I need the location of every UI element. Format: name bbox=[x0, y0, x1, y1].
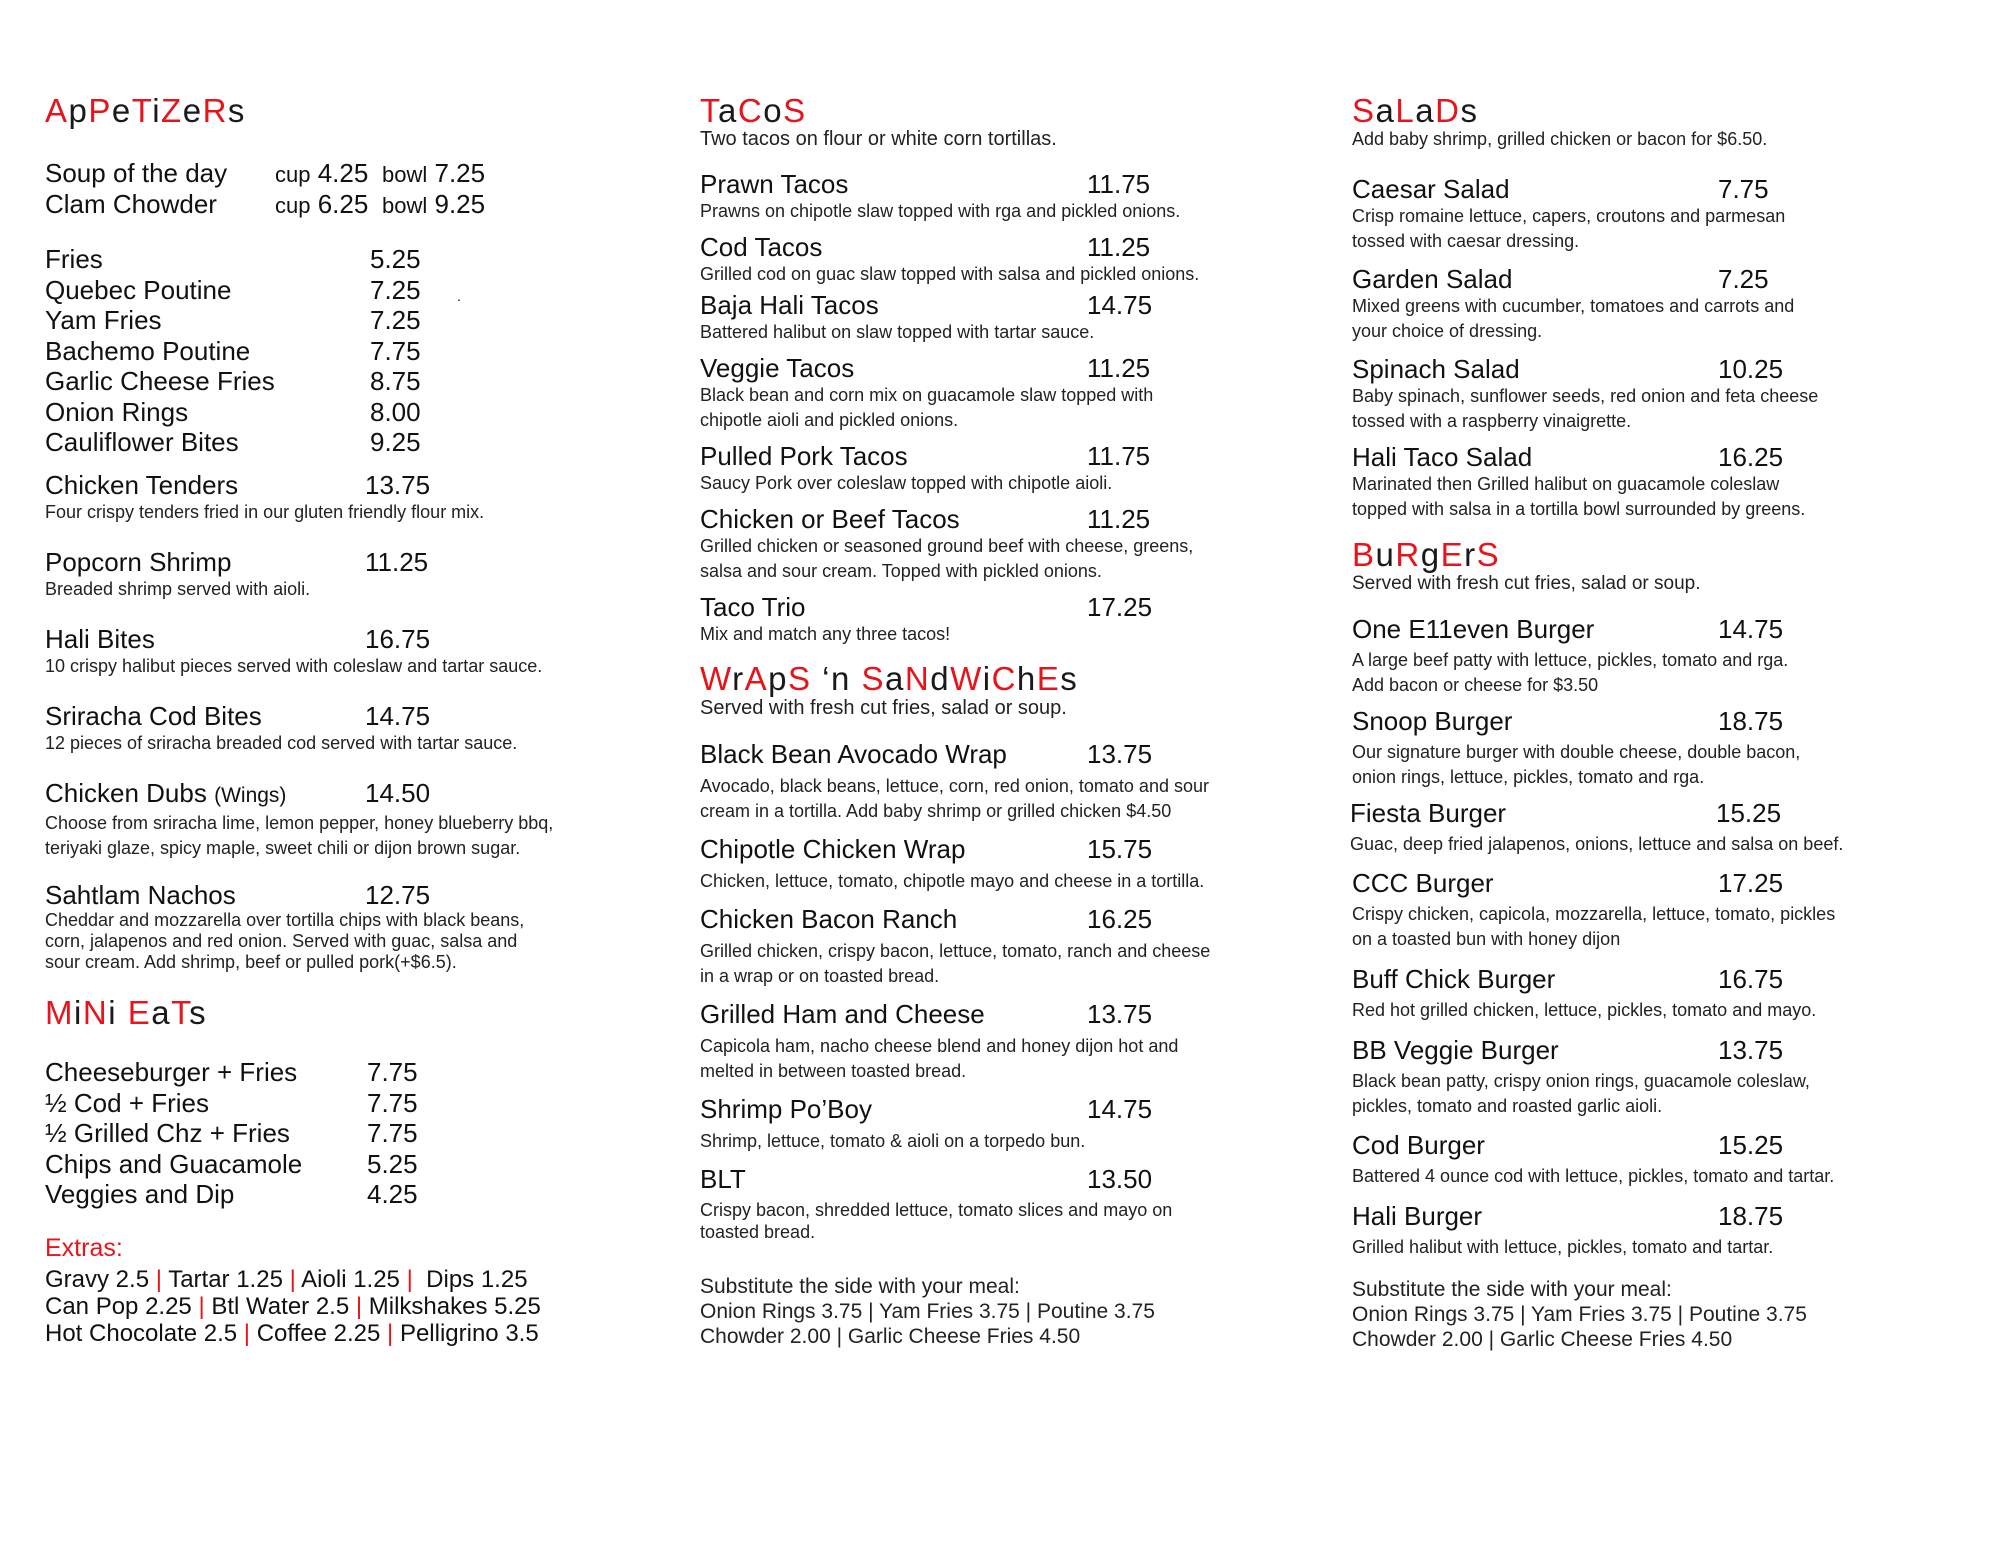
extra-item: Btl Water 2.5 bbox=[211, 1293, 350, 1320]
item-name: Fries bbox=[45, 244, 103, 274]
item-name: Snoop Burger bbox=[1352, 706, 1513, 736]
item-description: corn, jalapenos and red onion. Served with guac, salsa and bbox=[45, 931, 518, 951]
menu-item bbox=[700, 739, 1340, 824]
menu-item bbox=[45, 547, 665, 602]
menu-item bbox=[45, 701, 665, 756]
item-description: Our signature burger with double cheese, double bacon, bbox=[1352, 742, 1801, 762]
item-price: 11.25 bbox=[365, 547, 429, 577]
item-description: Crisp romaine lettuce, capers, croutons and parmesan bbox=[1352, 206, 1786, 226]
item-name: Hali Taco Salad bbox=[1352, 442, 1533, 472]
substitute-line: Chowder 2.00 | Garlic Cheese Fries 4.50 bbox=[1352, 1328, 1733, 1351]
item-name: Hali Burger bbox=[1352, 1201, 1483, 1231]
menu-item bbox=[45, 1088, 645, 1119]
item-description: Grilled cod on guac slaw topped with salsa and pickled onions. bbox=[700, 264, 1200, 284]
item-price: 7.75 bbox=[367, 1118, 418, 1148]
menu-item bbox=[700, 999, 1340, 1084]
item-price: 7.75 bbox=[367, 1087, 418, 1118]
menu-item bbox=[45, 1057, 645, 1088]
menu-item bbox=[45, 470, 665, 525]
item-name: Garlic Cheese Fries bbox=[45, 366, 275, 396]
wraps-subtitle: Served with fresh cut fries, salad or soup. bbox=[700, 697, 1067, 719]
menu-item bbox=[1352, 614, 1992, 698]
item-description: Grilled halibut with lettuce, pickles, tomato and tartar. bbox=[1352, 1237, 1774, 1257]
extra-item: Dips 1.25 bbox=[426, 1266, 528, 1293]
item-description: Guac, deep fried jalapenos, onions, lettuce and salsa on beef. bbox=[1350, 834, 1844, 854]
item-description: sour cream. Add shrimp, beef or pulled pork(+$6.5). bbox=[45, 952, 457, 972]
item-price: 13.75 bbox=[1087, 999, 1153, 1029]
item-description: A large beef patty with lettuce, pickles, tomato and rga. bbox=[1352, 650, 1789, 670]
item-name: Cod Burger bbox=[1352, 1130, 1485, 1160]
menu-item bbox=[1352, 1035, 1992, 1119]
item-price: 16.75 bbox=[1718, 964, 1784, 994]
wraps-heading: WrApS ‘n SaNdWiChEs bbox=[700, 660, 1079, 697]
item-name: Chicken or Beef Tacos bbox=[700, 504, 960, 534]
item-name: Grilled Ham and Cheese bbox=[700, 999, 985, 1029]
item-name: Buff Chick Burger bbox=[1352, 964, 1556, 994]
menu-item bbox=[1352, 868, 1992, 952]
extra-item: Tartar 1.25 bbox=[168, 1266, 283, 1293]
item-price: 13.75 bbox=[365, 470, 431, 500]
menu-item bbox=[1352, 174, 1992, 254]
item-price: 15.25 bbox=[1718, 1130, 1784, 1160]
item-description: topped with salsa in a tortilla bowl surrounded by greens. bbox=[1352, 499, 1806, 519]
extra-item: Can Pop 2.25 bbox=[45, 1293, 192, 1320]
item-description: 10 crispy halibut pieces served with coleslaw and tartar sauce. bbox=[45, 656, 543, 676]
item-price: 5.25 bbox=[367, 1148, 418, 1179]
item-description: Grilled chicken or seasoned ground beef with cheese, greens, bbox=[700, 536, 1194, 556]
item-price: 18.75 bbox=[1718, 1201, 1784, 1231]
extras-line: Can Pop 2.25 | Btl Water 2.5 | Milkshakes 5.25 bbox=[45, 1293, 541, 1320]
item-name: Popcorn Shrimp bbox=[45, 547, 232, 577]
item-description: Red hot grilled chicken, lettuce, pickles, tomato and mayo. bbox=[1352, 1000, 1817, 1020]
item-price: 11.25 bbox=[1087, 504, 1151, 534]
item-price: 8.75 bbox=[370, 366, 421, 396]
item-description: on a toasted bun with honey dijon bbox=[1352, 929, 1621, 949]
menu-item bbox=[45, 1118, 645, 1149]
item-name: Spinach Salad bbox=[1352, 354, 1520, 384]
item-description: Baby spinach, sunflower seeds, red onion and feta cheese bbox=[1352, 386, 1819, 406]
menu-item bbox=[700, 504, 1340, 584]
menu-item bbox=[700, 592, 1340, 647]
menu-item bbox=[45, 778, 665, 861]
menu-item bbox=[700, 441, 1340, 496]
item-price: 10.25 bbox=[1718, 354, 1784, 384]
item-name: Veggie Tacos bbox=[700, 353, 855, 383]
item-price: 14.75 bbox=[365, 701, 431, 731]
item-name: ½ Cod + Fries bbox=[45, 1087, 210, 1118]
item-name: Chipotle Chicken Wrap bbox=[700, 834, 966, 864]
soup-row-1 bbox=[45, 189, 645, 220]
item-description: Chicken, lettuce, tomato, chipotle mayo and cheese in a tortilla. bbox=[700, 871, 1205, 891]
item-price: 14.75 bbox=[1087, 1094, 1153, 1124]
menu-item bbox=[1352, 964, 1992, 1023]
menu-item bbox=[700, 353, 1340, 433]
item-name: Hali Bites bbox=[45, 624, 155, 654]
item-price: 16.25 bbox=[1087, 904, 1153, 934]
menu-item bbox=[700, 1094, 1340, 1154]
item-price: 14.75 bbox=[1087, 290, 1153, 320]
item-name: Black Bean Avocado Wrap bbox=[700, 739, 1007, 769]
item-price: 9.25 bbox=[370, 427, 421, 457]
item-name: Yam Fries bbox=[45, 305, 162, 335]
soup-list bbox=[45, 158, 645, 220]
substitute-sides bbox=[700, 1274, 1155, 1349]
item-note: (Wings) bbox=[214, 784, 287, 807]
item-price: 11.75 bbox=[1087, 441, 1151, 471]
item-description: melted in between toasted bread. bbox=[700, 1061, 967, 1081]
item-name: BLT bbox=[700, 1164, 746, 1194]
item-price: 15.75 bbox=[1087, 834, 1153, 864]
menu-item bbox=[700, 290, 1340, 345]
item-name: Fiesta Burger bbox=[1350, 798, 1507, 828]
extras-line: Hot Chocolate 2.5 | Coffee 2.25 | Pelligrino 3.5 bbox=[45, 1320, 539, 1347]
cup-label: cup bbox=[275, 193, 311, 218]
item-name: Garden Salad bbox=[1352, 264, 1513, 294]
menu-item bbox=[45, 366, 645, 397]
menu-item bbox=[700, 232, 1340, 287]
menu-item bbox=[45, 275, 645, 306]
substitute-line: Onion Rings 3.75 | Yam Fries 3.75 | Poutine 3.75 bbox=[1352, 1303, 1807, 1326]
menu-item bbox=[45, 1149, 645, 1180]
soup-name: Clam Chowder bbox=[45, 189, 217, 219]
item-description: Saucy Pork over coleslaw topped with chipotle aioli. bbox=[700, 473, 1113, 493]
substitute-line: Chowder 2.00 | Garlic Cheese Fries 4.50 bbox=[700, 1325, 1081, 1348]
item-price: 8.00 bbox=[370, 396, 421, 427]
salads-heading: SaLaDs bbox=[1352, 92, 1479, 129]
item-name: CCC Burger bbox=[1352, 868, 1494, 898]
bowl-price: 7.25 bbox=[434, 158, 486, 188]
item-name: Chicken Dubs bbox=[45, 778, 207, 808]
bowl-label: bowl bbox=[382, 162, 428, 187]
item-name: Chips and Guacamole bbox=[45, 1148, 303, 1179]
item-description: teriyaki glaze, spicy maple, sweet chili or dijon brown sugar. bbox=[45, 838, 521, 858]
item-price: 5.25 bbox=[370, 244, 421, 274]
item-price: 7.25 bbox=[370, 274, 421, 305]
item-price: 15.25 bbox=[1716, 798, 1782, 828]
extras-heading: Extras: bbox=[45, 1234, 123, 1262]
item-description: cream in a tortilla. Add baby shrimp or grilled chicken $4.50 bbox=[700, 801, 1172, 821]
item-price: 18.75 bbox=[1718, 706, 1784, 736]
menu-item bbox=[45, 880, 665, 973]
extras-line: Gravy 2.5 | Tartar 1.25 | Aioli 1.25 | Dips 1.25 bbox=[45, 1266, 528, 1293]
item-name: Veggies and Dip bbox=[45, 1179, 235, 1209]
item-name: Caesar Salad bbox=[1352, 174, 1510, 204]
item-description: Crispy chicken, capicola, mozzarella, lettuce, tomato, pickles bbox=[1352, 904, 1836, 924]
soup-row-0 bbox=[45, 158, 645, 189]
substitute-sides bbox=[1352, 1277, 1807, 1352]
item-description: salsa and sour cream. Topped with pickled onions. bbox=[700, 561, 1102, 581]
item-description: Grilled chicken, crispy bacon, lettuce, tomato, ranch and cheese bbox=[700, 941, 1211, 961]
item-name: Cauliflower Bites bbox=[45, 427, 239, 457]
menu-item bbox=[45, 397, 645, 428]
extras-list bbox=[45, 1266, 541, 1347]
item-name: Sahtlam Nachos bbox=[45, 880, 236, 910]
substitute-line: Onion Rings 3.75 | Yam Fries 3.75 | Poutine 3.75 bbox=[700, 1300, 1155, 1323]
item-description: Marinated then Grilled halibut on guacamole coleslaw bbox=[1352, 474, 1780, 494]
stray-mark: . bbox=[457, 287, 461, 304]
menu-item bbox=[700, 169, 1340, 224]
item-price: 11.25 bbox=[1087, 232, 1151, 262]
item-description: Add bacon or cheese for $3.50 bbox=[1352, 675, 1599, 695]
item-price: 16.25 bbox=[1718, 442, 1784, 472]
substitute-title: Substitute the side with your meal: bbox=[700, 1275, 1020, 1298]
item-price: 4.25 bbox=[367, 1179, 418, 1209]
item-description: Breaded shrimp served with aioli. bbox=[45, 579, 311, 599]
item-description: onion rings, lettuce, pickles, tomato and rga. bbox=[1352, 767, 1705, 787]
menu-item bbox=[45, 427, 645, 458]
cup-price: 4.25 bbox=[317, 158, 369, 188]
item-price: 7.25 bbox=[370, 305, 421, 335]
sides-list bbox=[45, 244, 645, 458]
item-description: 12 pieces of sriracha breaded cod served with tartar sauce. bbox=[45, 733, 518, 753]
menu-item bbox=[700, 834, 1340, 894]
soup-name: Soup of the day bbox=[45, 158, 228, 188]
item-price: 16.75 bbox=[365, 624, 431, 654]
item-name: Chicken Bacon Ranch bbox=[700, 904, 958, 934]
item-description: Black bean and corn mix on guacamole slaw topped with bbox=[700, 385, 1154, 405]
item-description: Prawns on chipotle slaw topped with rga and pickled onions. bbox=[700, 201, 1181, 221]
menu-item bbox=[45, 305, 645, 336]
item-description: Battered 4 ounce cod with lettuce, pickles, tomato and tartar. bbox=[1352, 1166, 1835, 1186]
burgers-subtitle: Served with fresh cut fries, salad or soup. bbox=[1352, 573, 1701, 594]
extra-item: Aioli 1.25 bbox=[301, 1266, 400, 1293]
item-price: 7.75 bbox=[1718, 174, 1769, 204]
tacos-heading: TaCoS bbox=[700, 92, 807, 129]
item-name: Pulled Pork Tacos bbox=[700, 441, 908, 471]
item-name: BB Veggie Burger bbox=[1352, 1035, 1559, 1065]
menu-item bbox=[700, 904, 1340, 989]
item-name: Quebec Poutine bbox=[45, 274, 232, 305]
item-description: Black bean patty, crispy onion rings, guacamole coleslaw, bbox=[1352, 1071, 1810, 1091]
item-description: Choose from sriracha lime, lemon pepper, honey blueberry bbq, bbox=[45, 813, 554, 833]
extra-item: Gravy 2.5 bbox=[45, 1266, 150, 1293]
burgers-heading: BuRgErS bbox=[1352, 536, 1501, 573]
item-description: Four crispy tenders fried in our gluten friendly flour mix. bbox=[45, 502, 485, 522]
item-name: Chicken Tenders bbox=[45, 470, 239, 500]
item-price: 13.75 bbox=[1087, 739, 1153, 769]
salads-subtitle: Add baby shrimp, grilled chicken or bacon for $6.50. bbox=[1352, 129, 1768, 149]
item-description: chipotle aioli and pickled onions. bbox=[700, 410, 959, 430]
item-description: Capicola ham, nacho cheese blend and honey dijon hot and bbox=[700, 1036, 1179, 1056]
item-description: Avocado, black beans, lettuce, corn, red onion, tomato and sour bbox=[700, 776, 1209, 796]
item-price: 11.25 bbox=[1087, 353, 1151, 383]
item-name: Cheeseburger + Fries bbox=[45, 1057, 298, 1087]
extra-item: Coffee 2.25 bbox=[256, 1320, 381, 1347]
item-name: Cod Tacos bbox=[700, 232, 823, 262]
item-description: pickles, tomato and roasted garlic aioli. bbox=[1352, 1096, 1663, 1116]
item-description: tossed with caesar dressing. bbox=[1352, 231, 1580, 251]
menu-item bbox=[1352, 354, 1992, 434]
cup-price: 6.25 bbox=[317, 189, 369, 219]
item-price: 11.75 bbox=[1087, 169, 1151, 199]
item-name: Sriracha Cod Bites bbox=[45, 701, 262, 731]
item-description: Shrimp, lettuce, tomato & aioli on a torpedo bun. bbox=[700, 1131, 1086, 1151]
item-price: 13.50 bbox=[1087, 1164, 1153, 1194]
bowl-price: 9.25 bbox=[434, 189, 486, 219]
menu-item bbox=[700, 1164, 1340, 1243]
item-description: Mix and match any three tacos! bbox=[700, 624, 951, 644]
menu-item bbox=[1352, 1130, 1992, 1189]
item-price: 12.75 bbox=[365, 880, 431, 910]
mini-eats-list bbox=[45, 1057, 645, 1210]
item-description: Battered halibut on slaw topped with tartar sauce. bbox=[700, 322, 1095, 342]
item-description: Crispy bacon, shredded lettuce, tomato slices and mayo on bbox=[700, 1200, 1173, 1220]
extra-item: Pelligrino 3.5 bbox=[399, 1320, 539, 1347]
item-name: ½ Grilled Chz + Fries bbox=[45, 1118, 290, 1148]
menu-item bbox=[1352, 264, 1992, 344]
item-price: 7.75 bbox=[370, 335, 421, 366]
item-price: 14.75 bbox=[1718, 614, 1784, 644]
menu-item bbox=[45, 336, 645, 367]
item-price: 17.25 bbox=[1718, 868, 1784, 898]
item-price: 7.25 bbox=[1718, 264, 1769, 294]
extra-item: Milkshakes 5.25 bbox=[368, 1293, 541, 1320]
item-description: Mixed greens with cucumber, tomatoes and carrots and bbox=[1352, 296, 1795, 316]
menu-item bbox=[1352, 706, 1992, 790]
item-price: 17.25 bbox=[1087, 592, 1153, 622]
mini-eats-heading: MiNi EaTs bbox=[45, 994, 208, 1031]
bowl-label: bowl bbox=[382, 193, 428, 218]
item-name: One E11even Burger bbox=[1352, 614, 1595, 644]
cup-label: cup bbox=[275, 162, 311, 187]
item-name: Taco Trio bbox=[700, 592, 806, 622]
menu-item bbox=[45, 624, 665, 679]
item-description: Cheddar and mozzarella over tortilla chips with black beans, bbox=[45, 910, 525, 930]
item-name: Bachemo Poutine bbox=[45, 335, 251, 366]
item-description: toasted bread. bbox=[700, 1222, 816, 1242]
menu-item bbox=[1350, 798, 1990, 857]
tacos-subtitle: Two tacos on flour or white corn tortillas. bbox=[700, 128, 1057, 150]
menu-item bbox=[45, 244, 645, 275]
item-name: Shrimp Po’Boy bbox=[700, 1094, 872, 1124]
item-price: 14.50 bbox=[365, 778, 431, 808]
item-description: tossed with a raspberry vinaigrette. bbox=[1352, 411, 1632, 431]
extra-item: Hot Chocolate 2.5 bbox=[45, 1320, 238, 1347]
menu-item bbox=[1352, 1201, 1992, 1260]
item-name: Prawn Tacos bbox=[700, 169, 849, 199]
menu-item bbox=[1352, 442, 1992, 522]
item-name: Baja Hali Tacos bbox=[700, 290, 879, 320]
menu-item bbox=[45, 1179, 645, 1210]
item-price: 7.75 bbox=[367, 1057, 418, 1087]
item-price: 13.75 bbox=[1718, 1035, 1784, 1065]
substitute-title: Substitute the side with your meal: bbox=[1352, 1278, 1672, 1301]
item-description: your choice of dressing. bbox=[1352, 321, 1543, 341]
item-description: in a wrap or on toasted bread. bbox=[700, 966, 940, 986]
item-name: Onion Rings bbox=[45, 396, 189, 427]
appetizers-heading: ApPeTiZeRs bbox=[45, 92, 246, 129]
